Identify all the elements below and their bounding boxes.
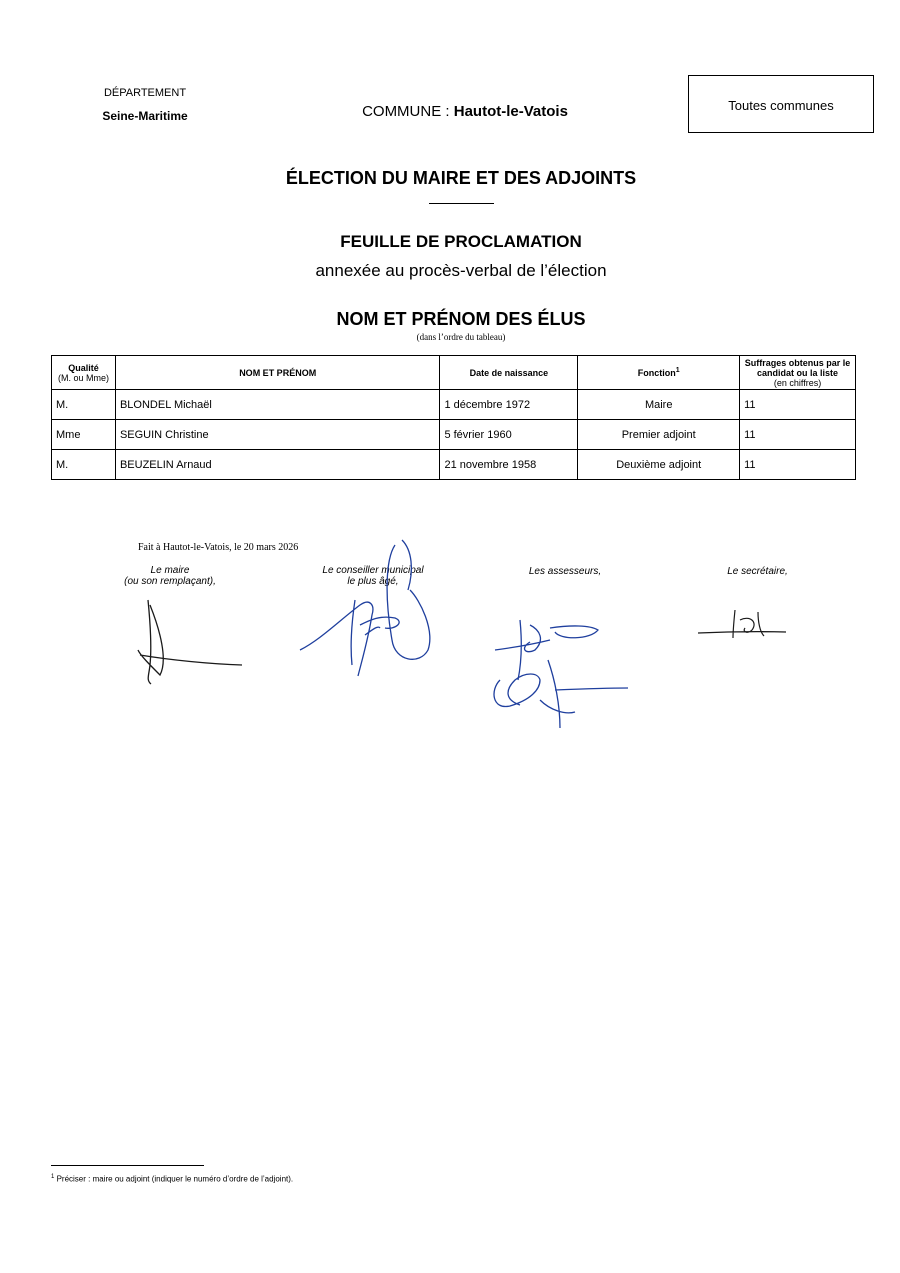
footnote-divider (51, 1165, 204, 1166)
header-date: Date de naissance (440, 356, 578, 390)
sheet-title: FEUILLE DE PROCLAMATION (340, 232, 582, 251)
mayor-label-line2: (ou son remplaçant), (124, 576, 216, 587)
cell-nom: SEGUIN Christine (115, 420, 440, 450)
councillor-label-line1: Le conseiller municipal (322, 565, 424, 576)
cell-qualite: M. (52, 390, 116, 420)
mayor-label-line1: Le maire (150, 565, 190, 576)
page-title: ÉLECTION DU MAIRE ET DES ADJOINTS (285, 168, 637, 188)
cell-nom: BEUZELIN Arnaud (115, 450, 440, 480)
cell-date: 21 novembre 1958 (440, 450, 578, 480)
secretary-signature-label: Le secrétaire, (727, 566, 788, 577)
department-name: Seine-Maritime (102, 109, 188, 123)
signing-place-date: Fait à Hautot-le-Vatois, le 20 mars 2026 (138, 542, 299, 553)
cell-suffrages: 11 (740, 450, 856, 480)
cell-date: 5 février 1960 (440, 420, 578, 450)
secretary-signature-icon (698, 610, 786, 638)
cell-qualite: M. (52, 450, 116, 480)
elected-subtitle: (dans l’ordre du tableau) (416, 332, 506, 342)
cell-fonction: Deuxième adjoint (578, 450, 740, 480)
elected-title: NOM ET PRÉNOM DES ÉLUS (336, 309, 586, 329)
councillor-signature-icon (300, 540, 430, 676)
commune-name: Hautot-le-Vatois (453, 103, 568, 120)
footnote (51, 1174, 293, 1184)
cell-suffrages: 11 (740, 420, 856, 450)
header-fonction-label: Fonction (637, 368, 676, 378)
header-qualite-sub: (M. ou Mme) (57, 372, 109, 383)
assessors-signature-label: Les assesseurs, (528, 566, 602, 577)
department-label: DÉPARTEMENT (103, 87, 187, 99)
footnote-marker: 1 (51, 1174, 55, 1180)
councillor-label-line2: le plus âgé, (347, 576, 399, 587)
cell-fonction: Premier adjoint (578, 420, 740, 450)
cell-date: 1 décembre 1972 (440, 390, 578, 420)
commune-label: COMMUNE : (362, 103, 450, 120)
footnote-ref: 1 (675, 367, 680, 374)
cell-qualite: Mme (52, 420, 116, 450)
mayor-signature-icon (138, 600, 242, 684)
header-nom: NOM ET PRÉNOM (115, 356, 440, 390)
footnote-text: Préciser : maire ou adjoint (indiquer le numéro d’ordre de l’adjoint). (56, 1174, 294, 1184)
commune-category-text: Toutes communes (728, 98, 834, 113)
header-suffrages-label: Suffrages obtenus par le candidat ou la liste (744, 357, 851, 378)
sheet-subtitle: annexée au procès-verbal de l’élection (315, 261, 607, 280)
header-qualite-label: Qualité (68, 362, 99, 373)
cell-fonction: Maire (578, 390, 740, 420)
cell-nom: BLONDEL Michaël (115, 390, 440, 420)
header-suffrages-sub: (en chiffres) (773, 377, 822, 388)
assessors-signature-icon (494, 620, 628, 728)
cell-suffrages: 11 (740, 390, 856, 420)
